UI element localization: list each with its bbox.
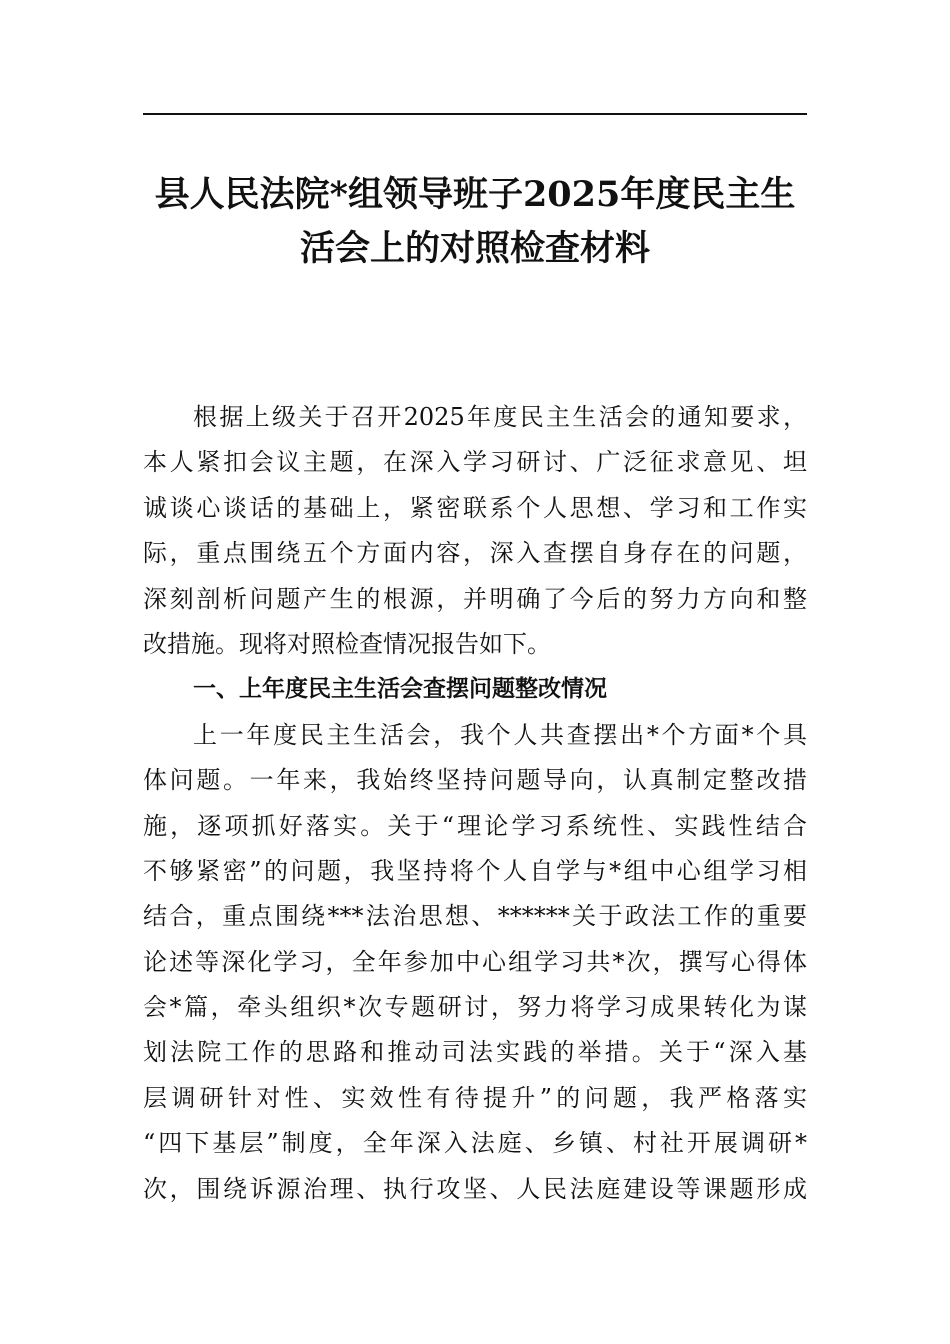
section-heading: 一、上年度民主生活会查摆问题整改情况	[193, 676, 607, 703]
title-line: 活会上的对照检查材料	[299, 228, 650, 269]
paragraph-line: 层调研针对性、实效性有待提升”的问题，我严格落实	[143, 1083, 807, 1112]
paragraph-line: 不够紧密”的问题，我坚持将个人自学与*组中心组学习相	[143, 856, 807, 885]
paragraph-rectification	[143, 713, 807, 1212]
header-rule	[143, 113, 807, 115]
document-body	[143, 395, 807, 1212]
paragraph-line: 会*篇，牵头组织*次专题研讨，努力将学习成果转化为谋	[143, 993, 807, 1022]
paragraph-line: 际，重点围绕五个方面内容，深入查摆自身存在的问题，	[143, 539, 807, 568]
paragraph-line: 上一年度民主生活会，我个人共查摆出*个方面*个具	[193, 720, 807, 749]
document-title	[143, 168, 807, 276]
paragraph-line: 体问题。一年来，我始终坚持问题导向，认真制定整改措	[143, 766, 807, 795]
paragraph-line: 诚谈心谈话的基础上，紧密联系个人思想、学习和工作实	[143, 493, 807, 522]
paragraph-line: 施，逐项抓好落实。关于“理论学习系统性、实践性结合	[143, 811, 807, 840]
paragraph-intro	[143, 395, 807, 667]
paragraph-line: 深刻剖析问题产生的根源，并明确了今后的努力方向和整	[143, 584, 807, 613]
paragraph-line: 改措施。现将对照检查情况报告如下。	[143, 629, 551, 658]
paragraph-line: 次，围绕诉源治理、执行攻坚、人民法庭建设等课题形成	[143, 1174, 807, 1203]
title-line: 县人民法院*组领导班子2025年度民主生	[154, 174, 796, 215]
paragraph-line: 论述等深化学习，全年参加中心组学习共*次，撰写心得体	[143, 947, 807, 976]
paragraph-line: “四下基层”制度，全年深入法庭、乡镇、村社开展调研*	[143, 1129, 807, 1158]
paragraph-line: 本人紧扣会议主题，在深入学习研讨、广泛征求意见、坦	[143, 448, 807, 477]
paragraph-line: 根据上级关于召开2025年度民主生活会的通知要求，	[193, 403, 807, 431]
paragraph-line: 划法院工作的思路和推动司法实践的举措。关于“深入基	[143, 1038, 807, 1067]
paragraph-line: 结合，重点围绕***法治思想、******关于政法工作的重要	[143, 902, 807, 931]
